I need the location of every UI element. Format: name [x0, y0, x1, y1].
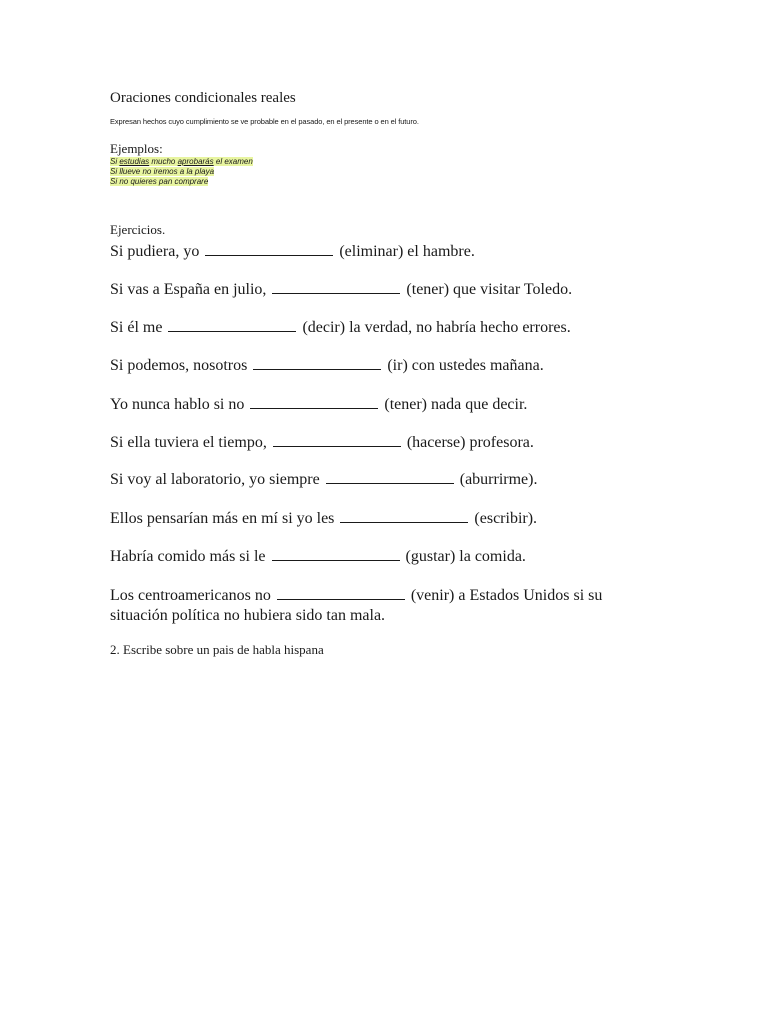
- example-line: [110, 157, 253, 167]
- sentence-end: (venir) a Estados Unidos si su situación política no hubiera sido tan mala.: [110, 587, 603, 624]
- example-text: mucho: [149, 157, 178, 166]
- example-line: [110, 177, 253, 187]
- exercise-sentence: [110, 585, 650, 626]
- examples-heading: Ejemplos:: [110, 141, 163, 156]
- answer-blank[interactable]: [272, 279, 400, 294]
- example-text: Si no quieres pan comprare: [110, 177, 209, 186]
- sentence-start: Si ella tuviera el tiempo,: [110, 434, 267, 451]
- example-line: [110, 167, 253, 177]
- example-text: Si: [110, 157, 120, 166]
- exercise-sentence: [110, 394, 650, 415]
- exercise-sentence: [110, 546, 650, 567]
- answer-blank[interactable]: [168, 317, 296, 332]
- sentence-start: Si voy al laboratorio, yo siempre: [110, 471, 320, 488]
- exercises-heading: Ejercicios.: [110, 222, 166, 237]
- sentence-end: (escribir).: [474, 510, 538, 527]
- sentence-start: Si pudiera, yo: [110, 243, 200, 260]
- sentence-end: (tener) que visitar Toledo.: [406, 281, 573, 298]
- exercise-sentence: [110, 241, 650, 262]
- answer-blank[interactable]: [340, 508, 468, 523]
- sentence-start: Habría comido más si le: [110, 548, 266, 565]
- answer-blank[interactable]: [277, 585, 405, 600]
- sentence-start: Si él me: [110, 319, 163, 336]
- sentence-end: (ir) con ustedes mañana.: [387, 357, 544, 374]
- answer-blank[interactable]: [272, 546, 400, 561]
- answer-blank[interactable]: [250, 394, 378, 409]
- example-text: el examen: [213, 157, 253, 166]
- answer-blank[interactable]: [253, 355, 381, 370]
- exercise-sentence: [110, 432, 650, 453]
- example-underlined-text: aprobarás: [177, 157, 214, 166]
- sentence-start: Yo nunca hablo si no: [110, 396, 245, 413]
- sentence-end: (tener) nada que decir.: [384, 396, 528, 413]
- sentence-end: (aburrirme).: [459, 471, 538, 488]
- sentence-end: (hacerse) profesora.: [406, 434, 534, 451]
- exercise-sentence: [110, 508, 650, 529]
- example-underlined-text: estudias: [119, 157, 150, 166]
- document-title: Oraciones condicionales reales: [110, 90, 296, 106]
- task-2-heading: 2. Escribe sobre un pais de habla hispana: [110, 642, 324, 657]
- example-text: Si llueve no iremos a la playa: [110, 167, 215, 176]
- answer-blank[interactable]: [326, 469, 454, 484]
- sentence-end: (gustar) la comida.: [405, 548, 526, 565]
- sentence-start: Ellos pensarían más en mí si yo les: [110, 510, 335, 527]
- exercise-sentence: [110, 279, 650, 300]
- document-subtitle: Expresan hechos cuyo cumplimiento se ve probable en el pasado, en el presente o en el futuro.: [110, 117, 419, 126]
- sentence-start: Si vas a España en julio,: [110, 281, 267, 298]
- sentence-end: (eliminar) el hambre.: [339, 243, 475, 260]
- exercise-sentence: [110, 469, 650, 490]
- answer-blank[interactable]: [273, 432, 401, 447]
- exercise-sentence: [110, 317, 650, 338]
- answer-blank[interactable]: [205, 241, 333, 256]
- sentence-start: Los centroamericanos no: [110, 587, 271, 604]
- examples-list: [110, 157, 253, 187]
- exercise-sentence: [110, 355, 650, 376]
- sentence-start: Si podemos, nosotros: [110, 357, 248, 374]
- sentence-end: (decir) la verdad, no habría hecho errores.: [302, 319, 571, 336]
